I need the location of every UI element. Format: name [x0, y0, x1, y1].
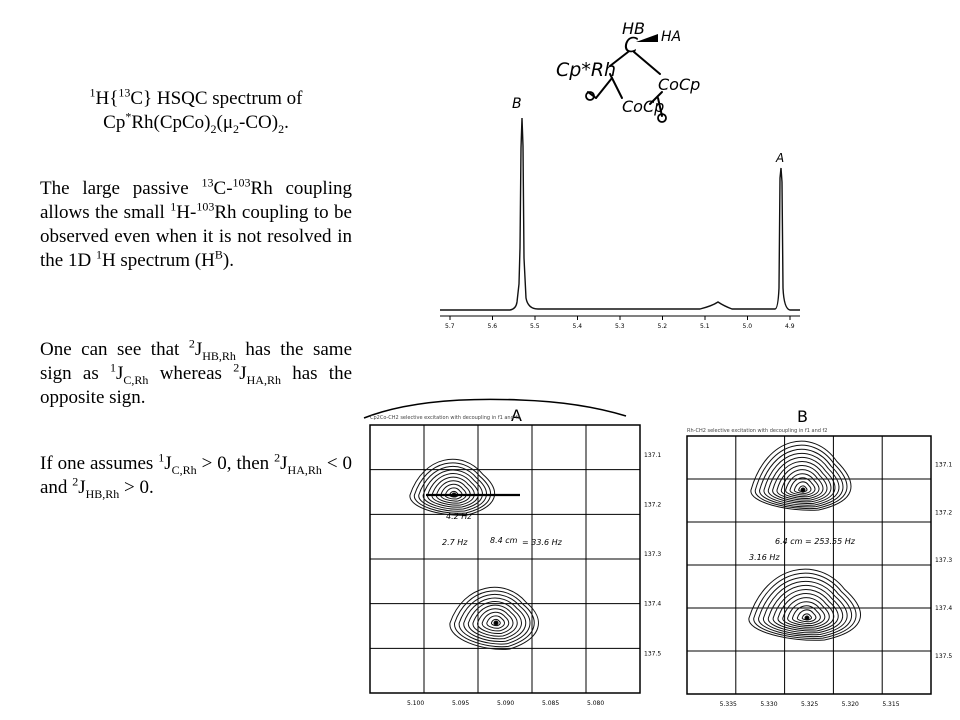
hsqc-a	[350, 395, 675, 710]
y-tick-label: 137.4	[935, 605, 953, 612]
hsqc-b-ann-cm: 6.4 cm	[775, 537, 803, 546]
tick-label-1d: 5.5	[530, 323, 540, 330]
hsqc-a-label: A	[511, 406, 522, 425]
paragraph-sign: One can see that $^2J_{HB,Rh}$ has the same sign as $^1J_{C,Rh}$ whereas $^2J_{HA,Rh}$ has the opposite sign.	[40, 336, 353, 408]
hsqc-b	[665, 400, 960, 715]
x-tick-label: 5.080	[587, 700, 605, 707]
struct-hb: HB	[622, 19, 646, 38]
struct-cocp-bottom: CoCp	[622, 97, 665, 116]
hsqc-a-x-ticks	[407, 700, 604, 707]
y-tick-label: 137.4	[644, 600, 662, 608]
hsqc-b-label: B	[797, 407, 808, 426]
x-tick-label: 5.090	[497, 700, 515, 707]
struct-cprh: Cp*Rh	[556, 59, 617, 81]
y-tick-label: 137.5	[935, 652, 953, 660]
struct-c: C	[624, 33, 638, 57]
struct-ha: HA	[661, 29, 682, 45]
hsqc-b-ann-j: 3.16 Hz	[749, 553, 780, 562]
peak-label-a: A	[776, 151, 785, 165]
x-tick-label: 5.325	[801, 701, 819, 708]
y-tick-label: 137.1	[644, 451, 662, 459]
y-tick-label: 137.3	[935, 557, 953, 565]
y-tick-label: 137.1	[935, 461, 953, 469]
x-tick-label: 5.095	[452, 700, 470, 707]
y-tick-label: 137.2	[644, 501, 662, 509]
hsqc-a-ann-cm: 8.4 cm	[490, 536, 518, 545]
x-tick-label: 5.335	[719, 701, 737, 708]
hsqc-b-ann-coupling: = 253.55 Hz	[805, 537, 855, 546]
y-tick-label: 137.2	[935, 509, 953, 517]
y-tick-label: 137.5	[644, 650, 662, 658]
x-tick-label: 5.315	[882, 701, 900, 708]
hsqc-a-y-ticks	[644, 452, 661, 658]
hsqc-a-ann-mid: 2.7 Hz	[442, 538, 468, 547]
peak-center	[494, 621, 498, 625]
hsqc-b-header: Rh-CH2 selective excitation with decoupling in f1 and f2	[687, 428, 828, 434]
x-tick-label: 5.330	[760, 701, 778, 708]
tick-label-1d: 5.1	[700, 323, 710, 330]
struct-cocp-right: CoCp	[658, 75, 701, 94]
paragraph-assumption: If one assumes $^1J_{C,Rh} > 0$, then $^2J_{HA,Rh} < 0$ and $^2J_{HB,Rh} > 0$.	[40, 450, 352, 501]
x-tick-label: 5.320	[841, 701, 859, 708]
x-tick-label: 5.100	[407, 700, 425, 707]
tick-label-1d: 5.6	[487, 323, 498, 330]
x-tick-label: 5.085	[542, 700, 560, 707]
hsqc-a-ann-top: 4.2 Hz	[446, 512, 472, 521]
tick-label-1d: 4.9	[785, 323, 795, 330]
peak-center	[801, 488, 805, 492]
peak-center	[805, 616, 809, 620]
peak-label-b: B	[512, 96, 522, 112]
tick-label-1d: 5.4	[572, 323, 583, 330]
hsqc-a-header: Cp2Co-CH2 selective excitation with decoupling in f1 and f2	[370, 415, 521, 421]
spectrum-trace	[440, 118, 800, 310]
hsqc-b-y-ticks	[935, 462, 952, 660]
spectrum-1d	[420, 88, 805, 338]
caption-title: $^1$H{$^{13}$C} HSQC spectrum of $Cp^*Rh(CpCo)_2(\mu_2-CO)_2$.	[89, 85, 303, 136]
y-tick-label: 137.3	[644, 551, 662, 559]
x-ticks-1d	[445, 316, 795, 330]
tick-label-1d: 5.0	[742, 323, 753, 330]
tick-label-1d: 5.7	[445, 323, 455, 330]
tick-label-1d: 5.2	[657, 323, 668, 330]
tick-label-1d: 5.3	[615, 323, 625, 330]
paragraph-coupling: The large passive $^{13}$C-$^{103}$Rh coupling allows the small $^1$H-$^{103}$Rh coupling to be observed even when it is not resolved in the 1D $^1$H spectrum $(H^B)$.	[40, 175, 352, 271]
hsqc-b-x-ticks	[720, 701, 900, 708]
hsqc-a-ann-coupling: = 33.6 Hz	[522, 538, 562, 547]
